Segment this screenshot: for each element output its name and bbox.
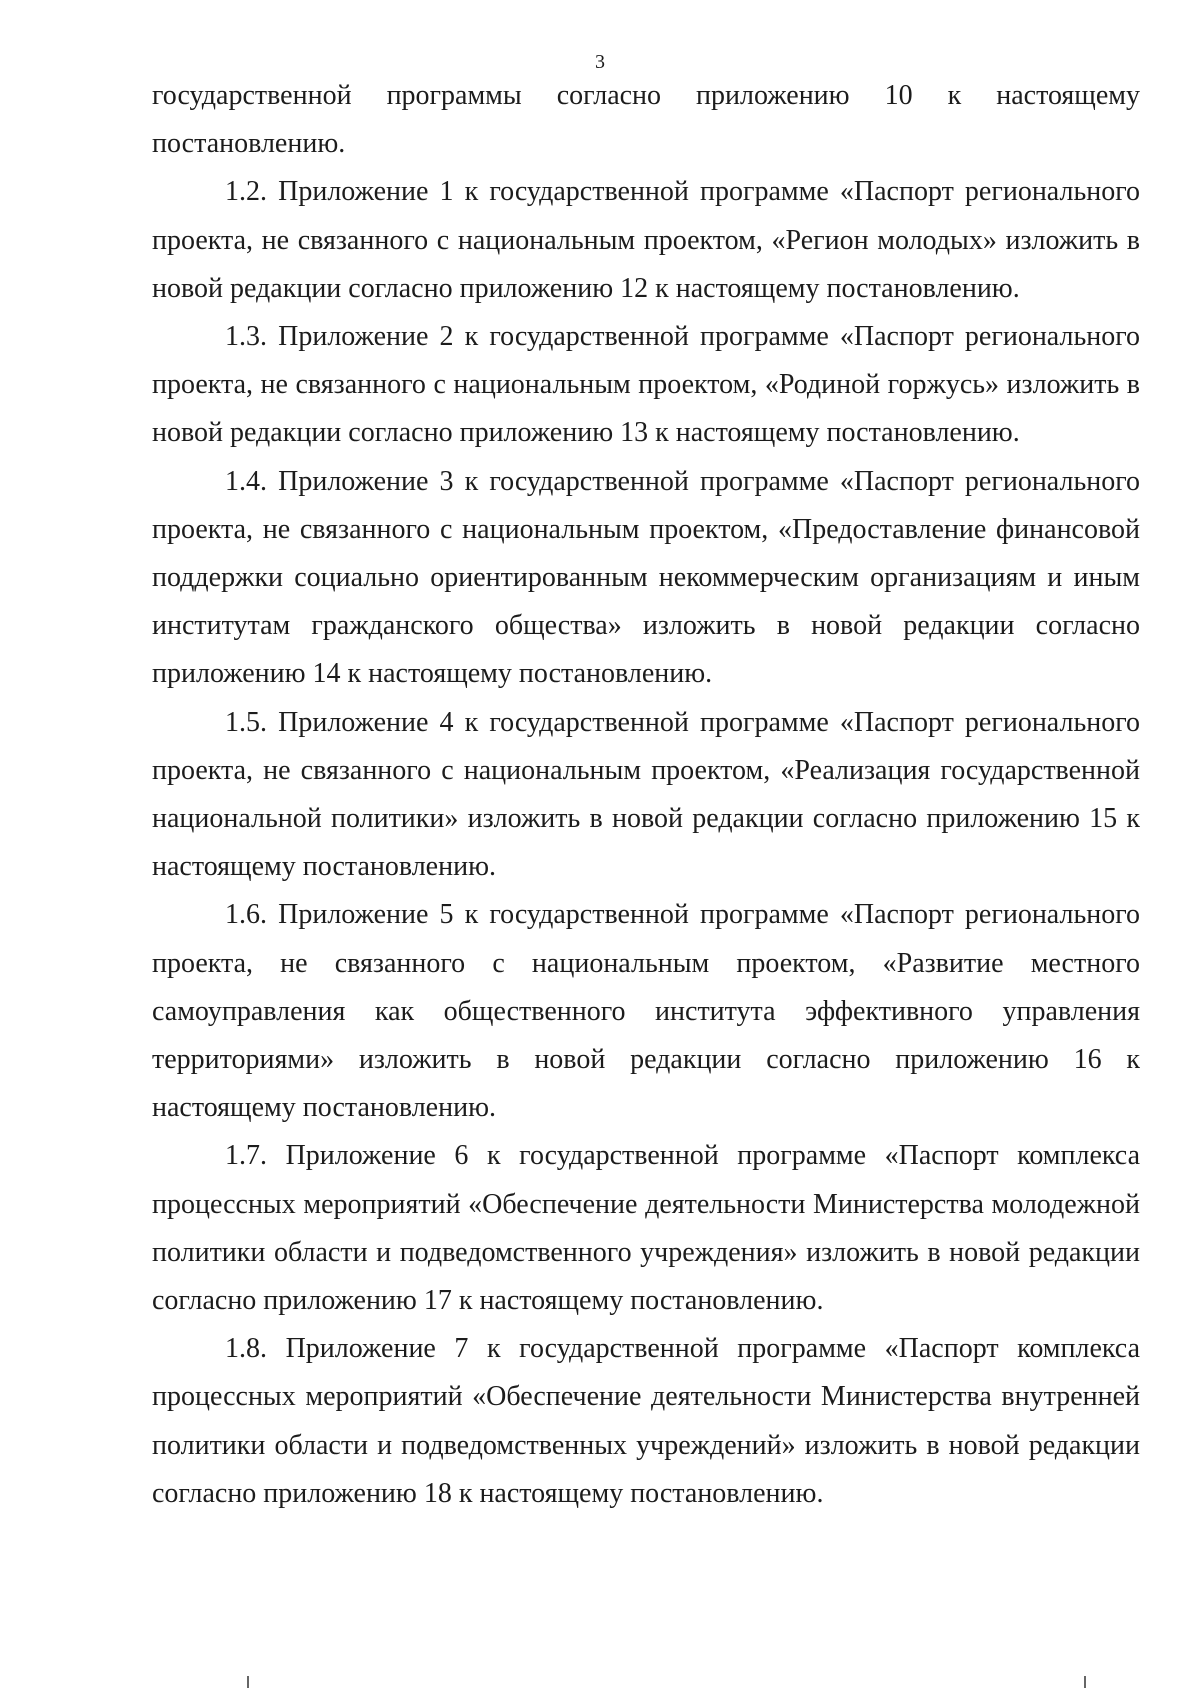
document-body [152,72,1140,1518]
paragraph-1-7: 1.7. Приложение 6 к государственной программе «Паспорт комплекса процессных мероприятий «Обеспечение деятельности Министерства молодежной политики области и подведомственного учреждения» изложить в новой редакции согласно приложению 17 к настоящему постановлению. [152,1140,1140,1317]
scan-mark-left [247,1676,249,1688]
scan-mark-right [1084,1676,1086,1688]
paragraph-1-6: 1.6. Приложение 5 к государственной программе «Паспорт регионального проекта, не связанного с национальным проектом, «Развитие местного самоуправления как общественного института эффективного управления территориями» изложить в новой редакции согласно приложению 16 к настоящему постановлению. [152,899,1140,1124]
paragraph-1-8: 1.8. Приложение 7 к государственной программе «Паспорт комплекса процессных мероприятий «Обеспечение деятельности Министерства внутренней политики области и подведомственных учреждений» изложить в новой редакции согласно приложению 18 к настоящему постановлению. [152,1333,1140,1509]
paragraph-1-5: 1.5. Приложение 4 к государственной программе «Паспорт регионального проекта, не связанного с национальным проектом, «Реализация государственной национальной политики» изложить в новой редакции согласно приложению 15 к настоящему постановлению. [152,706,1140,883]
paragraph-1-2: 1.2. Приложение 1 к государственной программе «Паспорт регионального проекта, не связанного с национальным проектом, «Регион молодых» изложить в новой редакции согласно приложению 12 к настоящему постановлению. [152,176,1140,304]
paragraph-1-4: 1.4. Приложение 3 к государственной программе «Паспорт регионального проекта, не связанного с национальным проектом, «Предоставление финансовой поддержки социально ориентированным некоммерческим организациям и иным институтам гражданского общества» изложить в новой редакции согласно приложению 14 к настоящему постановлению. [152,465,1140,690]
page-number: 3 [595,51,605,73]
paragraph-continuation: государственной программы согласно приложению 10 к настоящему постановлению. [152,80,1140,160]
paragraph-1-3: 1.3. Приложение 2 к государственной программе «Паспорт регионального проекта, не связанного с национальным проектом, «Родиной горжусь» изложить в новой редакции согласно приложению 13 к настоящему постановлению. [152,321,1140,449]
